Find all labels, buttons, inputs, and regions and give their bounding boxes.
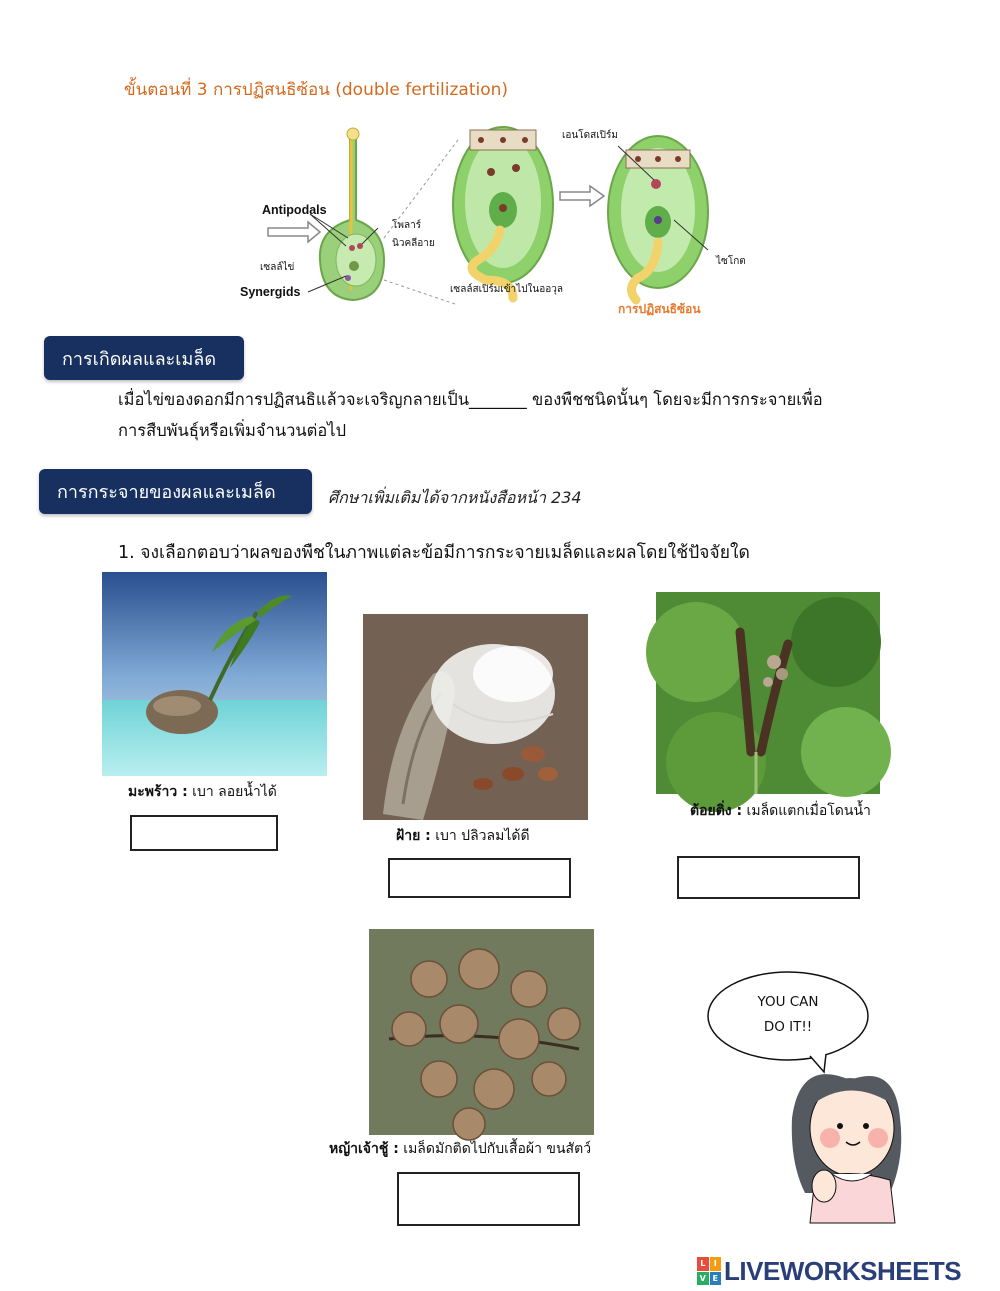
cotton-caption xyxy=(396,825,530,847)
burdock-caption xyxy=(329,1138,591,1160)
label-antipodals: Antipodals xyxy=(262,203,327,217)
step-title: ขั้นตอนที่ 3 การปฏิสนธิซ้อน (double fertilization) xyxy=(124,80,509,100)
ruellia-photo xyxy=(656,592,880,794)
logo-text: LIVEWORKSHEETS xyxy=(724,1255,962,1286)
logo-letter-e: E xyxy=(710,1272,722,1286)
question-1: 1. จงเลือกตอบว่าผลของพืชในภาพแต่ละข้อมีการกระจายเมล็ดและผลโดยใช้ปัจจัยใด xyxy=(118,543,750,563)
label-endosperm: เอนโดสเปิร์ม xyxy=(562,130,618,141)
label-egg-cell: เซลล์ไข่ xyxy=(260,262,295,273)
label-synergids: Synergids xyxy=(240,285,301,299)
fertilized-ovule xyxy=(608,136,708,300)
milkweed-photo xyxy=(363,614,588,820)
textbook-reference: ศึกษาเพิ่มเติมได้จากหนังสือหน้า 234 xyxy=(328,488,582,507)
ruellia-answer-box[interactable] xyxy=(677,856,860,899)
cotton-desc: เบา ปลิวลมได้ดี xyxy=(430,828,530,844)
section-banner-seed-dispersal: การกระจายของผลและเมล็ด xyxy=(39,469,312,514)
label-double-fertilization: การปฏิสนธิซ้อน xyxy=(618,302,701,316)
coconut-desc: เบา ลอยน้ำได้ xyxy=(187,784,277,800)
fruit-formation-paragraph xyxy=(118,384,878,446)
logo-mark-icon xyxy=(697,1257,721,1285)
logo-letter-v: V xyxy=(697,1272,709,1286)
bubble-line-2: DO IT!! xyxy=(763,1019,813,1035)
coconut-caption xyxy=(128,781,277,803)
logo-letter-i: I xyxy=(710,1257,722,1271)
burdock-answer-box[interactable] xyxy=(397,1172,580,1226)
section-banner-fruit-formation: การเกิดผลและเมล็ด xyxy=(44,336,244,380)
liveworksheets-logo xyxy=(697,1254,961,1288)
paragraph-line-1: เมื่อไข่ของดอกมีการปฏิสนธิแล้วจะเจริญกลายเป็น_______ ของพืชชนิดนั้นๆ โดยจะมีการกระจายเพื่อ xyxy=(118,390,823,409)
coconut-answer-box[interactable] xyxy=(130,815,278,851)
label-nuclei: นิวคลีอาย xyxy=(392,238,435,249)
label-sperm-enter: เซลล์สเปิร์มเข้าไปในออวุล xyxy=(450,284,564,295)
label-zygote: ไซโกต xyxy=(716,256,746,267)
coconut-photo xyxy=(102,572,327,776)
ruellia-name: ต้อยติ่ง : xyxy=(690,803,743,819)
burdock-desc: เมล็ดมักติดไปกับเสื้อผ้า ขนสัตว์ xyxy=(398,1141,592,1157)
paragraph-line-2: การสืบพันธุ์หรือเพิ่มจำนวนต่อไป xyxy=(118,421,347,440)
double-fertilization-diagram xyxy=(238,120,746,320)
ovule-enlarged xyxy=(453,127,553,298)
bubble-line-1: YOU CAN xyxy=(757,994,819,1010)
label-polar: โพลาร์ xyxy=(392,220,422,231)
ovule-drawing xyxy=(320,128,384,300)
burdock-name: หญ้าเจ้าชู้ : xyxy=(329,1141,399,1157)
coconut-name: มะพร้าว : xyxy=(128,784,188,800)
logo-letter-l: L xyxy=(697,1257,709,1271)
speech-bubble-text xyxy=(742,990,834,1040)
ruellia-caption xyxy=(690,800,871,822)
cotton-answer-box[interactable] xyxy=(388,858,571,898)
cotton-name: ฝ้าย : xyxy=(396,828,431,844)
ruellia-desc: เมล็ดแตกเมื่อโดนน้ำ xyxy=(742,803,871,819)
burdock-photo xyxy=(369,929,594,1135)
